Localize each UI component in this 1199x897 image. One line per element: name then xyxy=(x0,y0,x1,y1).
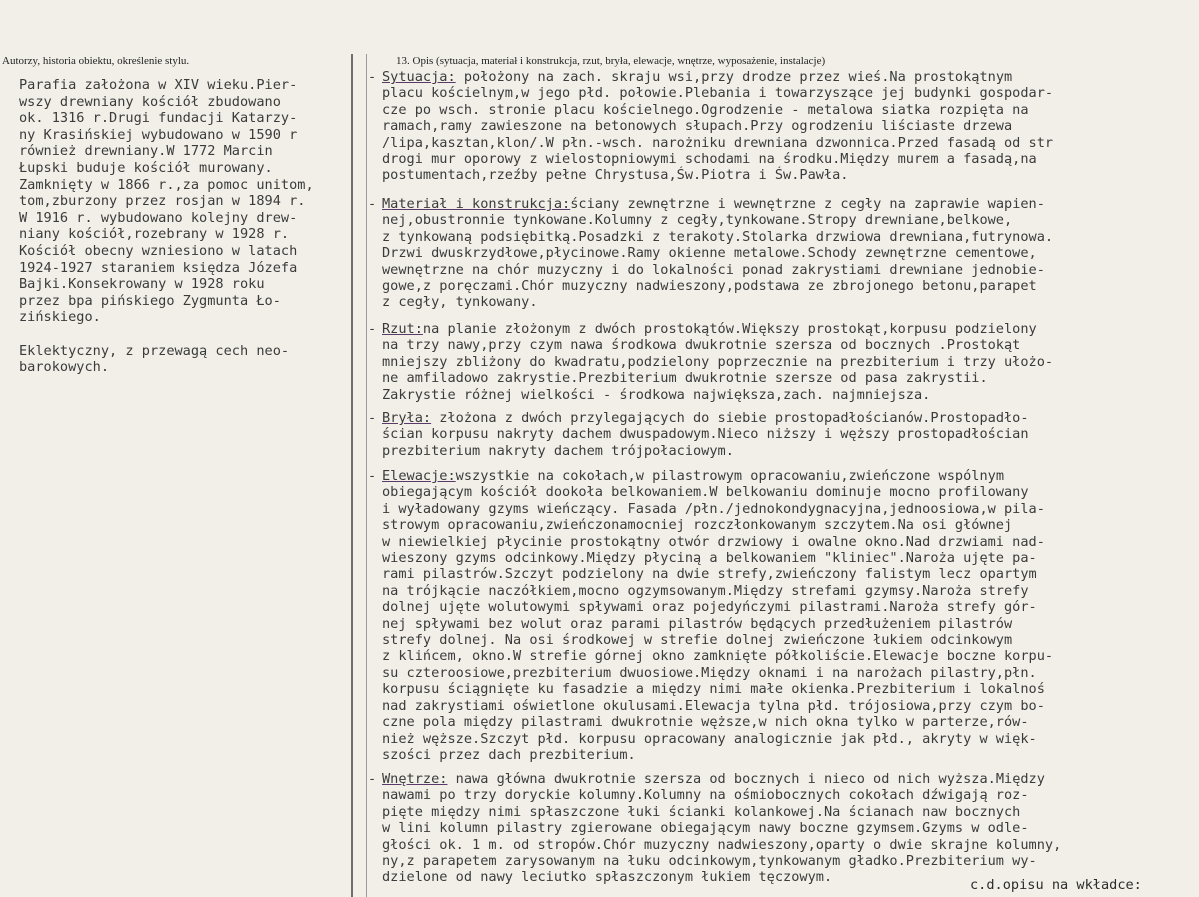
left-column-header: Autorzy, historia obiektu, określenie stylu. xyxy=(2,55,190,67)
history-line: również drewniany.W 1772 Marcin xyxy=(19,143,273,160)
section-line: szości przez dach prezbiterium. xyxy=(382,746,636,763)
section-text xyxy=(382,410,1029,459)
bullet-dash: - xyxy=(368,410,377,426)
section-label: Sytuacja: xyxy=(382,69,456,85)
section-line xyxy=(382,69,1053,85)
section-line: z tynkowaną podsiębitką.Posadzki z terakoty.Stolarka drzwiowa drewniana,futrynowa. xyxy=(382,228,1054,245)
section-line: czne pola między pilastrami dwukrotnie węższe,w nich okna tylko w parterze,rów- xyxy=(382,714,1029,731)
history-line: 1924-1927 staraniem księdza Józefa xyxy=(19,259,298,276)
section-line: w lini kolumn pilastry zgierowane obiegającym nawy boczne gzymsem.Gzyms w odle- xyxy=(382,820,1029,837)
section-text xyxy=(382,771,1061,886)
section-line: drogi mur oporowy z wielostopniowymi schodami na środku.Między murem a fasadą,na xyxy=(382,151,1037,168)
section-line: cze po wsch. stronie placu kościelnego.Ogrodzenie - metalowa siatka rozpięta na xyxy=(382,101,1029,118)
history-line: Eklektyczny, z przewagą cech neo- xyxy=(19,342,290,359)
section-line-text: położony na zach. skraju wsi,przy drodze przez wieś.Na prostokątnym xyxy=(455,69,1013,85)
section-line: wieszony gzyms odcinkowy.Między płyciną a belkowaniem "kliniec".Naroża ujęte pa- xyxy=(382,550,1037,567)
section-line: gowe,z poręczami.Chór muzyczny nadwieszony,podstawa ze zbrojonego betonu,parapet xyxy=(382,278,1037,295)
bullet-dash: - xyxy=(368,69,377,85)
section-line xyxy=(382,468,1053,484)
history-line: Bajki.Konsekrowany w 1928 roku xyxy=(19,276,265,293)
history-line: przez bpa pińskiego Zygmunta Ło- xyxy=(19,292,281,309)
section-line: korpusu ściągnięte ku fasadzie a między nimi małe okienka.Prezbiterium i lokalnoś xyxy=(382,681,1045,698)
section-line xyxy=(382,196,1053,212)
section-line: nawami po trzy doryckie kolumny.Kolumny na ośmiobocznych cokołach dźwigają roz- xyxy=(382,787,1029,804)
history-line: Kościół obecny wzniesiono w latach xyxy=(19,242,298,259)
section-line: nad zakrystiami oświetlone okulusami.Elewacja tylna płd. trójosiowa,przy czym bo- xyxy=(382,697,1045,714)
section-line: obiegającym kościół dookoła belkowaniem.W belkowaniu dominuje mocno profilowany xyxy=(382,484,1029,501)
section-line: mniejszy zbliżony do kwadratu,podzielony poprzecznie na prezbiterium i trzy ułożo- xyxy=(382,353,1054,370)
section-line: z klińcem, okno.W strefie górnej okno zamknięte półkoliście.Elewacje boczne korpu- xyxy=(382,648,1054,665)
section-line: w niewielkiej płycinie prostokątny otwór drzwiowy i owalne okno.Nad drzwiami nad- xyxy=(382,533,1045,550)
section-line: ramach,ramy zawieszone na betonowych słupach.Przy ogrodzeniu liściaste drzewa xyxy=(382,118,1013,135)
bullet-dash: - xyxy=(368,771,377,787)
section-line-text: złożona z dwóch przylegających do siebie prostopadłościanów.Prostopadło- xyxy=(431,410,1029,426)
section-line: na trzy nawy,przy czym nawa środkowa dwukrotnie szersza od bocznych .Prostokąt xyxy=(382,337,1021,354)
column-divider-thin xyxy=(366,54,367,897)
section-line: nież węższe.Szczyt płd. korpusu opracowany analogicznie jak płd., akryty w więk- xyxy=(382,730,1037,747)
history-line: Łupski buduje kościół murowany. xyxy=(19,159,273,176)
section-line: z cegły, tynkowany. xyxy=(382,294,538,311)
section-line: strowym opracowaniu,zwieńczonamocniej rozczłonkowanym szczytem.Na osi głównej xyxy=(382,517,1013,534)
section-line: głości ok. 1 m. od stropów.Chór muzyczny nadwieszony,oparty o dwie skrajne kolumny, xyxy=(382,836,1062,853)
history-line: ny Krasińskiej wybudowano w 1590 r xyxy=(19,126,298,143)
history-line: zińskiego. xyxy=(19,309,101,326)
section-line: Zakrystie różnej wielkości - środkowa największa,zach. najmniejsza. xyxy=(382,386,931,403)
section-line-text: na planie złożonym z dwóch prostokątów.Większy prostokąt,korpusu podzielony xyxy=(422,321,1037,337)
section-line: na trójkącie naczółkiem,mocno ogzymsowanym.Między strefami gzymsy.Naroża strefy xyxy=(382,582,1029,599)
history-text-block xyxy=(19,77,349,376)
section-line: /lipa,kasztan,klon/.W płn.-wsch. narożniku drewniana dzwonnica.Przed fasadą od str xyxy=(382,134,1054,151)
section-text xyxy=(382,468,1053,763)
continuation-note: c.d.opisu na wkładce: xyxy=(970,877,1142,893)
history-line xyxy=(19,326,349,343)
section-line: wewnętrzne na chór muzyczny i do lokalności ponad zakrystiami drewniane jednobie- xyxy=(382,261,1045,278)
section-line: placu kościelnym,w jego płd. połowie.Plebania i towarzyszące jej budynki gospodar- xyxy=(382,85,1054,102)
section-label: Wnętrze: xyxy=(382,771,448,787)
bullet-dash: - xyxy=(368,468,377,484)
section-line: nej spływami bez wolut oraz parami pilastrów będących przedłużeniem pilastrów xyxy=(382,615,1013,632)
section-line-text: wszystkie na cokołach,w pilastrowym opracowaniu,zwieńczone wspólnym xyxy=(455,468,1005,484)
section-line: strefy dolnej. Na osi środkowej w strefie dolnej zwieńczone łukiem odcinkowym xyxy=(382,632,1013,649)
section-text xyxy=(382,196,1053,311)
section-line: prezbiterium nakryty dachem trójpołaciowym. xyxy=(382,442,734,459)
section-line: i wyładowany gzyms wieńczący. Fasada /płn./jednokondygnacyjna,jednoosiowa,w pila- xyxy=(382,500,1045,517)
section-line: rami pilastrów.Szczyt podzielony na dwie strefy,zwieńczony falistym lecz opartym xyxy=(382,566,1037,583)
column-divider xyxy=(351,54,353,897)
section-line: pięte między nimi spłaszczone łuki ścianki kolankowej.Na ścianach naw bocznych xyxy=(382,803,1021,820)
section-line xyxy=(382,410,1029,426)
section-line: ścian korpusu nakryty dachem dwuspadowym.Nieco niższy i węższy prostopadłościan xyxy=(382,426,1029,443)
right-column-header: 13. Opis (sytuacja, materiał i konstrukcja, rzut, bryła, elewacje, wnętrze, wyposażenie, instalacje) xyxy=(396,55,826,67)
history-line: wszy drewniany kościół zbudowano xyxy=(19,93,281,110)
section-line-text: ściany zewnętrzne i wewnętrzne z cegły na zaprawie wapien- xyxy=(570,196,1045,212)
section-text xyxy=(382,321,1053,403)
bullet-dash: - xyxy=(368,321,377,337)
section-line: nej,obustronnie tynkowane.Kolumny z cegły,tynkowane.Stropy drewniane,belkowe, xyxy=(382,212,1013,229)
history-line: W 1916 r. wybudowano kolejny drew- xyxy=(19,209,298,226)
section-line: Drzwi dwuskrzydłowe,płycinowe.Ramy okienne metalowe.Schody zewnętrzne cementowe, xyxy=(382,245,1037,262)
section-line: su czteroosiowe,prezbiterium dwuosiowe.Między oknami i na narożach pilastry,płn. xyxy=(382,664,1037,681)
section-label: Bryła: xyxy=(382,410,432,426)
history-line: ok. 1316 r.Drugi fundacji Katarzy- xyxy=(19,110,298,127)
bullet-dash: - xyxy=(368,196,377,212)
section-line-text: nawa główna dwukrotnie szersza od bocznych i nieco od nich wyższa.Między xyxy=(447,771,1045,787)
history-line: Zamknięty w 1866 r.,za pomoc unitom, xyxy=(19,176,314,193)
section-line: dzielone od nawy leciutko spłaszczonym łukiem tęczowym. xyxy=(382,869,833,886)
section-line: dolnej ujęte wolutowymi spływami oraz pojedyńczymi pilastrami.Naroża strefy gór- xyxy=(382,599,1037,616)
section-line xyxy=(382,321,1053,337)
section-line: ne amfiladowo zakrystie.Prezbiterium dwukrotnie szersze od pasa zakrystii. xyxy=(382,370,988,387)
history-line: Parafia założona w XIV wieku.Pier- xyxy=(19,77,298,93)
section-line xyxy=(382,771,1061,787)
section-label: Rzut: xyxy=(382,321,423,337)
history-line: niany kościół,rozebrany w 1928 r. xyxy=(19,226,290,243)
history-line: tom,zburzony przez rosjan w 1894 r. xyxy=(19,193,306,210)
section-label: Elewacje: xyxy=(382,468,456,484)
section-text xyxy=(382,69,1053,184)
section-label: Materiał i konstrukcja: xyxy=(382,196,571,212)
section-line: postumentach,rzeźby pełne Chrystusa,Św.Piotra i Św.Pawła. xyxy=(382,167,849,184)
section-line: ny,z parapetem zarysowanym na łuku odcinkowym,tynkowanym gładko.Prezbiterium wy- xyxy=(382,853,1037,870)
history-line: barokowych. xyxy=(19,359,110,376)
